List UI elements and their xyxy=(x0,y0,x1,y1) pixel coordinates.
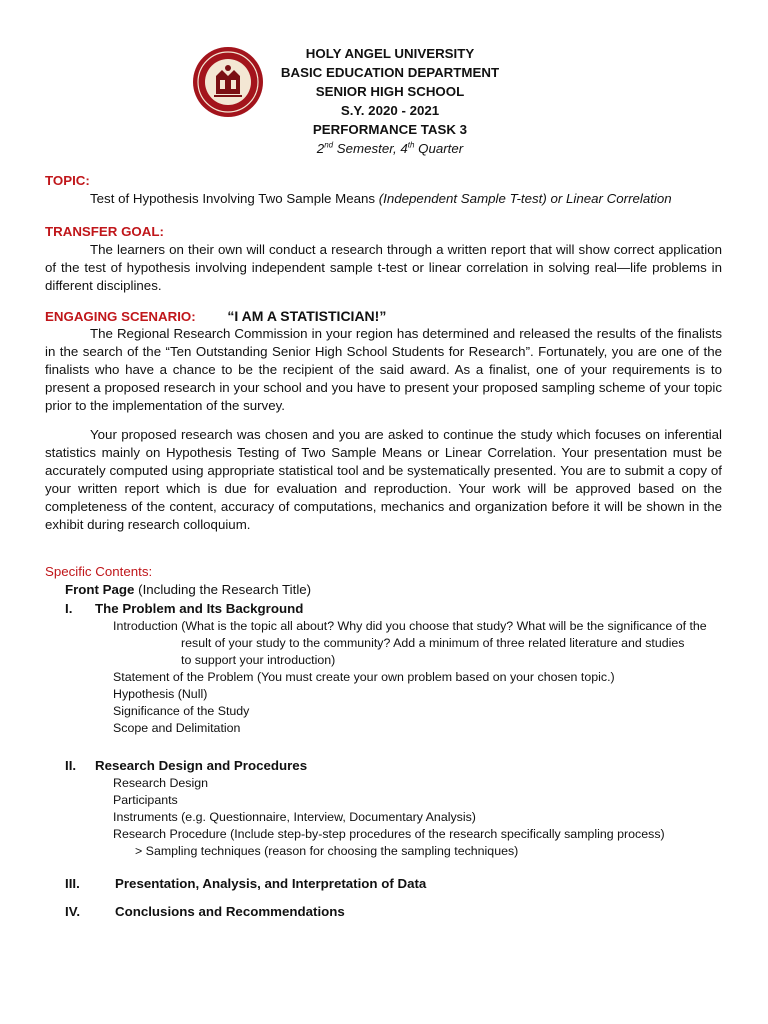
list-item: Research Design xyxy=(113,776,209,790)
transfer-goal-text: The learners on their own will conduct a research through a written report that will show correct application of the test of hypothesis involving independent sample t-test or linear correlation in solving real—life problems in different disciplines. xyxy=(45,242,722,293)
list-item: Statement of the Problem (You must create your own problem based on your chosen topic.) xyxy=(113,670,615,684)
scenario-heading: ENGAGING SCENARIO: “I AM A STATISTICIAN!” xyxy=(45,308,387,324)
scenario-title: “I AM A STATISTICIAN!” xyxy=(227,308,387,324)
school-year: S.Y. 2020 - 2021 xyxy=(340,103,440,118)
list-item: result of your study to the community? Add a minimum of three related literature and studies xyxy=(181,636,685,650)
list-item: Instruments (e.g. Questionnaire, Interview, Documentary Analysis) xyxy=(113,810,476,824)
task-title: PERFORMANCE TASK 3 xyxy=(312,122,468,137)
document-header xyxy=(230,44,550,158)
list-item: Participants xyxy=(113,793,178,807)
section-2-heading: II. Research Design and Procedures xyxy=(65,758,308,773)
topic-label: TOPIC: xyxy=(45,173,90,188)
scenario-paragraph-2: Your proposed research was chosen and you are asked to continue the study which focuses on inferential statistics mainly on Hypothesis Testing of Two Sample Means or Linear Correlation. Your presentation must be accurately computed using appropriate statistical tool and be systematically presented. You are to submit a copy of your written report which is due for evaluation and reproduction. Your work will be approved based on the completeness of the content, accuracy of computations, mechanics and organization before it will be shown in the exhibit during research colloquium. xyxy=(45,427,722,532)
front-page-line: Front Page (Including the Research Title) xyxy=(65,582,312,597)
section-2-items xyxy=(113,775,733,860)
section-3-heading: III. Presentation, Analysis, and Interpretation of Data xyxy=(65,876,427,891)
list-item: > Sampling techniques (reason for choosing the sampling techniques) xyxy=(135,844,519,858)
semester-quarter: 2nd Semester, 4th Quarter xyxy=(316,140,464,156)
list-item: Research Procedure (Include step-by-step procedures of the research specifically sampling process) xyxy=(113,827,665,841)
topic-text: Test of Hypothesis Involving Two Sample Means (Independent Sample T-test) or Linear Correlation xyxy=(90,191,672,206)
section-4-heading: IV. Conclusions and Recommendations xyxy=(65,904,345,919)
list-item: to support your introduction) xyxy=(181,653,336,667)
specific-contents-label: Specific Contents: xyxy=(45,564,153,579)
section-1-items xyxy=(113,618,733,737)
list-item: Scope and Delimitation xyxy=(113,721,241,735)
section-1-heading: I. The Problem and Its Background xyxy=(65,601,304,616)
transfer-goal-label: TRANSFER GOAL: xyxy=(45,224,164,239)
list-item: Significance of the Study xyxy=(113,704,250,718)
department-name: BASIC EDUCATION DEPARTMENT xyxy=(280,65,500,80)
school-name: SENIOR HIGH SCHOOL xyxy=(315,84,465,99)
scenario-paragraph-1: The Regional Research Commission in your region has determined and released the results of the finalists in the search of the “Ten Outstanding Senior High School Students for Research”. Fortunately, you are one of the finalists who have a chance to be the recipient of the said award. As a finalist, one of your requirements is to present a proposed research in your school and you have to present your proposed sampling scheme of your topic prior to the implementation of the survey. xyxy=(45,326,722,413)
university-name: HOLY ANGEL UNIVERSITY xyxy=(305,46,475,61)
list-item: Introduction (What is the topic all about? Why did you choose that study? What will be the significance of the xyxy=(113,619,707,633)
list-item: Hypothesis (Null) xyxy=(113,687,208,701)
